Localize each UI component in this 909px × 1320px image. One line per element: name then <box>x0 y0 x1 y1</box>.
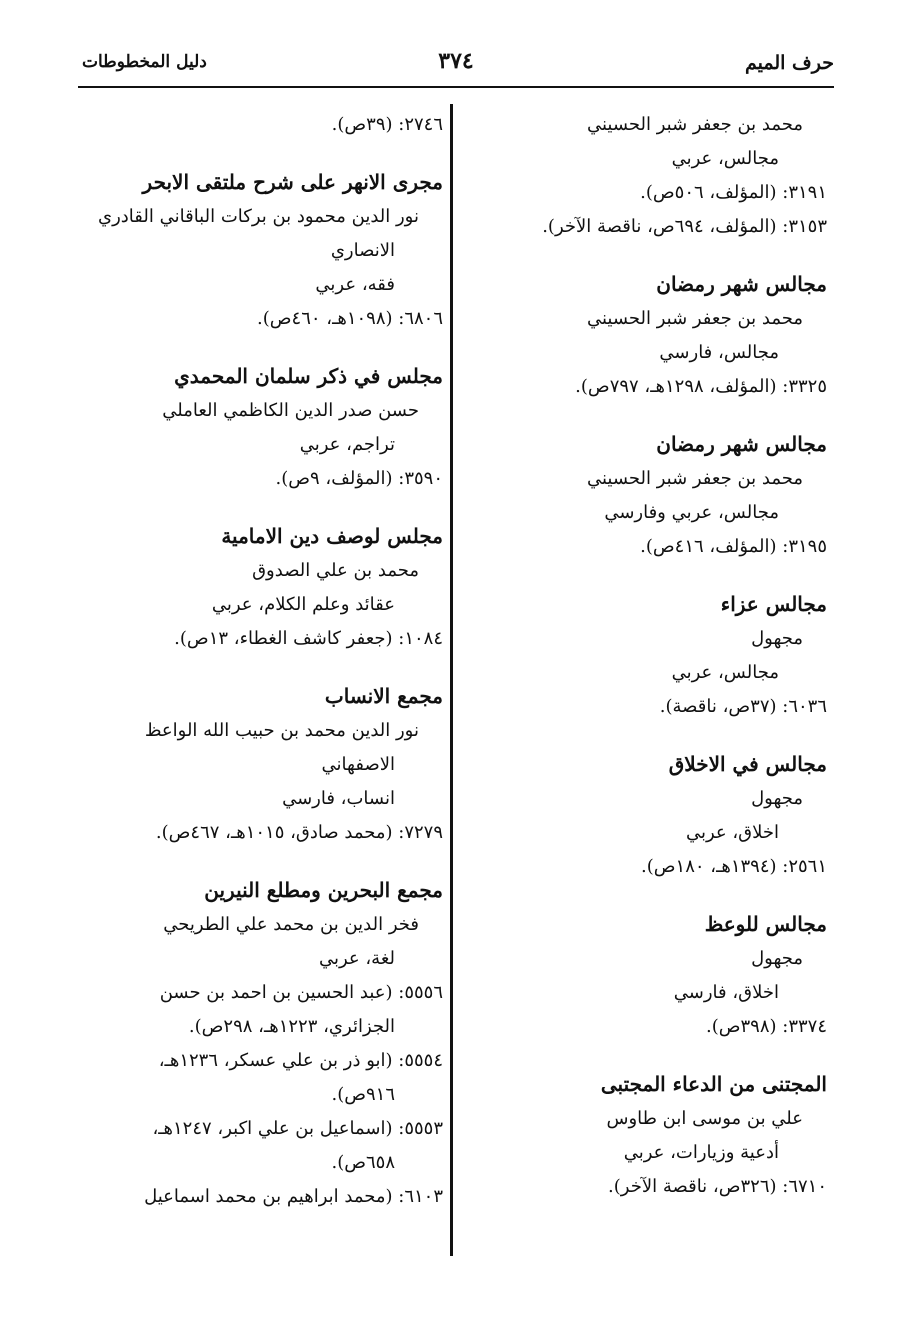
entry-line: ٦٥٨ص). <box>331 1152 395 1173</box>
entry-line: ٣١٩٥: (المؤلف، ٤١٦ص). <box>640 536 827 557</box>
entry-line: ٣١٩١: (المؤلف، ٥٠٦ص). <box>640 182 827 203</box>
entry-line: ٧٢٧٩: (محمد صادق، ١٠١٥هـ، ٤٦٧ص). <box>155 822 443 843</box>
right-column <box>455 108 827 1268</box>
entry-line: اخلاق، عربي <box>685 822 779 843</box>
catalog-entry <box>59 872 443 1214</box>
catalog-entry <box>59 358 443 496</box>
entry-title: مجمع البحرين ومطلع النيرين <box>204 878 443 902</box>
entry-line: ٢٥٦١: (١٣٩٤هـ، ١٨٠ص). <box>641 856 827 877</box>
entry-title: مجلس لوصف دين الامامية <box>221 524 443 548</box>
catalog-entry <box>455 586 827 724</box>
entry-title: المجتنى من الدعاء المجتبى <box>600 1072 827 1096</box>
entry-line: محمد بن جعفر شبر الحسيني <box>586 308 803 329</box>
entry-line: ٦١٠٣: (محمد ابراهيم بن محمد اسماعيل <box>144 1186 443 1207</box>
entry-line: ٣١٥٣: (المؤلف، ٦٩٤ص، ناقصة الآخر). <box>542 216 827 237</box>
entry-line: ٥٥٥٦: (عبد الحسين بن احمد بن حسن <box>159 982 443 1003</box>
catalog-entry <box>455 426 827 564</box>
page-number: ٣٧٤ <box>438 48 474 74</box>
entry-line: ١٠٨٤: (جعفر كاشف الغطاء، ١٣ص). <box>174 628 443 649</box>
catalog-entry <box>455 1066 827 1204</box>
catalog-entry <box>59 518 443 656</box>
entry-line: مجهول <box>751 628 803 649</box>
entry-title: مجالس للوعظ <box>704 912 827 936</box>
entry-line: محمد بن جعفر شبر الحسيني <box>586 468 803 489</box>
entry-title: مجالس عزاء <box>720 592 827 616</box>
entry-line: ٦٧١٠: (٣٢٦ص، ناقصة الآخر). <box>608 1176 827 1197</box>
entry-line: اخلاق، فارسي <box>673 982 779 1003</box>
entry-line: مجهول <box>751 788 803 809</box>
column-divider <box>450 104 453 1256</box>
page-header <box>78 46 834 88</box>
catalog-entry <box>59 108 443 142</box>
entry-line: مجهول <box>751 948 803 969</box>
entry-title: مجمع الانساب <box>324 684 443 708</box>
entry-line: ٢٧٤٦: (٣٩ص). <box>331 114 443 135</box>
entry-line: فخر الدين بن محمد علي الطريحي <box>163 914 419 935</box>
entry-line: عقائد وعلم الكلام، عربي <box>211 594 395 615</box>
entry-line: ٦٠٣٦: (٣٧ص، ناقصة). <box>659 696 827 717</box>
entry-line: ٥٥٥٣: (اسماعيل بن علي اكبر، ١٢٤٧هـ، <box>152 1118 443 1139</box>
catalog-entry <box>455 108 827 244</box>
entry-line: الجزائري، ١٢٢٣هـ، ٢٩٨ص). <box>188 1016 395 1037</box>
entry-line: ٦٨٠٦: (١٠٩٨هـ، ٤٦٠ص). <box>257 308 443 329</box>
entry-line: ٣٥٩٠: (المؤلف، ٩ص). <box>275 468 443 489</box>
entry-line: أدعية وزيارات، عربي <box>623 1142 779 1163</box>
entry-title: مجلس في ذكر سلمان المحمدي <box>174 364 443 388</box>
entry-line: ٥٥٥٤: (ابو ذر بن علي عسكر، ١٢٣٦هـ، <box>158 1050 443 1071</box>
entry-title: مجالس شهر رمضان <box>656 432 827 456</box>
catalog-entry <box>59 678 443 850</box>
entry-line: الانصاري <box>330 240 395 261</box>
catalog-entry <box>59 164 443 336</box>
entry-line: مجالس، فارسي <box>659 342 779 363</box>
entry-title: مجالس في الاخلاق <box>668 752 827 776</box>
entry-line: الاصفهاني <box>321 754 395 775</box>
entry-line: لغة، عربي <box>318 948 395 969</box>
catalog-entry <box>455 746 827 884</box>
running-head-book: دليل المخطوطات <box>82 52 207 72</box>
entry-line: ٣٣٧٤: (٣٩٨ص). <box>705 1016 827 1037</box>
entry-line: محمد بن جعفر شبر الحسيني <box>586 114 803 135</box>
entry-line: مجالس، عربي وفارسي <box>604 502 779 523</box>
entry-line: محمد بن علي الصدوق <box>252 560 419 581</box>
entry-line: نور الدين محمود بن بركات الباقاني القادري <box>98 206 419 227</box>
entry-title: مجالس شهر رمضان <box>656 272 827 296</box>
entry-line: مجالس، عربي <box>671 662 779 683</box>
left-column <box>59 108 443 1268</box>
catalog-entry <box>455 266 827 404</box>
entry-line: حسن صدر الدين الكاظمي العاملي <box>162 400 419 421</box>
entry-line: مجالس، عربي <box>671 148 779 169</box>
entry-line: تراجم، عربي <box>299 434 395 455</box>
catalog-entry <box>455 906 827 1044</box>
entry-line: ٣٣٢٥: (المؤلف، ١٢٩٨هـ، ٧٩٧ص). <box>575 376 827 397</box>
entry-line: علي بن موسى ابن طاوس <box>606 1108 803 1129</box>
entry-line: ٩١٦ص). <box>331 1084 395 1105</box>
entry-line: انساب، فارسي <box>282 788 395 809</box>
running-head-chapter: حرف الميم <box>745 52 834 74</box>
entry-title: مجرى الانهر على شرح ملتقى الابحر <box>142 170 443 194</box>
entry-line: فقه، عربي <box>315 274 395 295</box>
entry-line: نور الدين محمد بن حبيب الله الواعظ <box>144 720 419 741</box>
